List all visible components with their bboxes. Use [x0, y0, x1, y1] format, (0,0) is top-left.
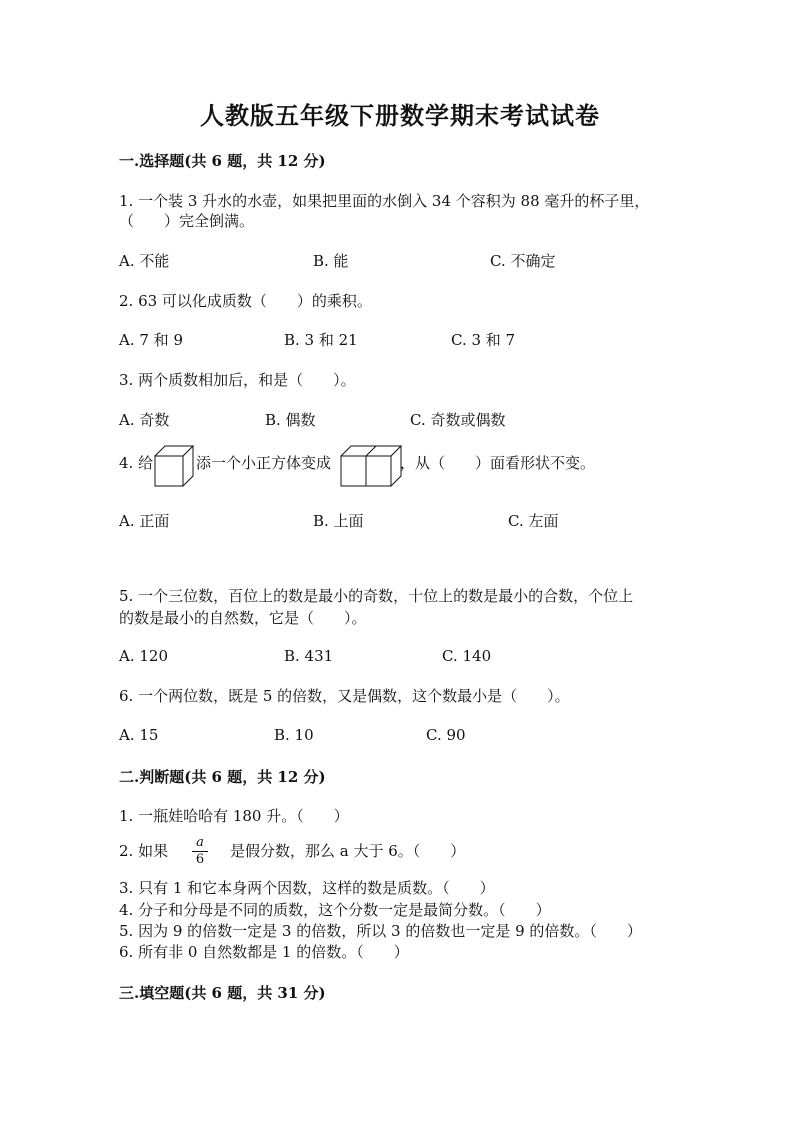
fraction-a-over-6 [192, 836, 208, 867]
question-2-option-b: B. 3 和 21 [284, 331, 358, 349]
question-2-line-1: 2. 63 可以化成质数（ ）的乘积。 [119, 292, 372, 310]
question-1-option-c: C. 不确定 [490, 252, 556, 270]
fraction-denominator: 6 [195, 852, 205, 867]
question-5-option-b: B. 431 [284, 647, 334, 665]
question-4-option-a: A. 正面 [119, 512, 170, 530]
judgment-item-4: 4. 分子和分母是不同的质数，这个分数一定是最简分数。（ ） [119, 901, 551, 919]
question-4-option-c: C. 左面 [508, 512, 559, 530]
question-6-line-1: 6. 一个两位数，既是 5 的倍数，又是偶数，这个数最小是（ ）。 [119, 687, 570, 705]
question-3-option-a: A. 奇数 [119, 411, 170, 429]
judgment-item-2-suffix: 是假分数，那么 a 大于 6。（ ） [230, 842, 466, 860]
judgment-item-1: 1. 一瓶娃哈哈有 180 升。（ ） [119, 807, 349, 825]
question-3-option-b: B. 偶数 [265, 411, 316, 429]
question-4-option-b: B. 上面 [313, 512, 364, 530]
question-1-line-2: （ ）完全倒满。 [119, 212, 255, 230]
fraction-numerator: a [196, 835, 204, 850]
question-3-option-c: C. 奇数或偶数 [410, 411, 506, 429]
judgment-item-6: 6. 所有非 0 自然数都是 1 的倍数。（ ） [119, 943, 409, 961]
question-6-option-c: C. 90 [426, 726, 466, 744]
question-5-line-2: 的数是最小的自然数，它是（ ）。 [119, 609, 367, 627]
question-5-line-1: 5. 一个三位数，百位上的数是最小的奇数，十位上的数是最小的合数，个位上 [119, 587, 634, 605]
question-6-option-a: A. 15 [119, 726, 159, 744]
judgment-item-2-prefix: 2. 如果 [119, 842, 169, 860]
section-heading-true-false: 二.判断题(共 6 题，共 12 分) [119, 768, 326, 786]
section-heading-fill-blank: 三.填空题(共 6 题，共 31 分) [119, 984, 326, 1002]
question-1-line-1: 1. 一个装 3 升水的水壶，如果把里面的水倒入 34 个容积为 88 毫升的杯子里， [119, 192, 650, 210]
question-4-prefix: 4. 给 [119, 454, 154, 472]
question-5-option-c: C. 140 [442, 647, 492, 665]
question-6-option-b: B. 10 [274, 726, 314, 744]
single-cube-figure [154, 445, 194, 487]
judgment-item-5: 5. 因为 9 的倍数一定是 3 的倍数，所以 3 的倍数也一定是 9 的倍数。（ ） [119, 922, 642, 940]
question-1-option-a: A. 不能 [119, 252, 170, 270]
question-1-option-b: B. 能 [313, 252, 349, 270]
question-4-middle: 添一个小正方体变成 [196, 454, 332, 472]
double-cube-figure [340, 445, 402, 487]
question-4-suffix: ，从（ ）面看形状不变。 [400, 454, 596, 472]
question-3-line-1: 3. 两个质数相加后，和是（ ）。 [119, 371, 356, 389]
question-5-option-a: A. 120 [119, 647, 168, 665]
question-2-option-a: A. 7 和 9 [119, 331, 183, 349]
section-heading-choice: 一.选择题(共 6 题，共 12 分) [119, 152, 326, 170]
judgment-item-3: 3. 只有 1 和它本身两个因数，这样的数是质数。（ ） [119, 879, 495, 897]
question-2-option-c: C. 3 和 7 [451, 331, 516, 349]
page-title: 人教版五年级下册数学期末考试试卷 [200, 101, 600, 130]
